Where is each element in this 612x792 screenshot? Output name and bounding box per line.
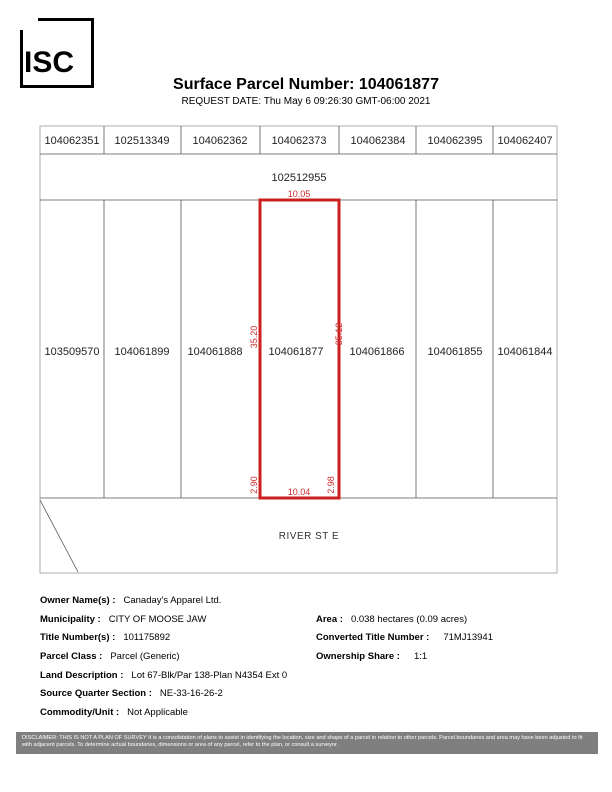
parcel-class-row (40, 651, 180, 662)
source-quarter-label: Source Quarter Section : (40, 688, 152, 699)
parcel-class-label: Parcel Class : (40, 651, 103, 662)
title-number-row (40, 632, 170, 643)
dimension-right: 35.12 (334, 322, 344, 346)
page-title: Surface Parcel Number: 104061877 (173, 76, 439, 93)
source-quarter-row (40, 688, 223, 699)
parcel-label: 104061877 (268, 346, 324, 358)
title-number-label: Title Number(s) : (40, 632, 116, 643)
parcel-label: 104062362 (192, 135, 248, 147)
owner-row (40, 595, 221, 606)
disclaimer: DISCLAIMER: THIS IS NOT A PLAN OF SURVEY It is a consolidation of plans to assist in identifying the location, size and shape of a parcel in relation to other parcels. Parcel boundaries and area may have been adjusted to fit with adjacent parcels. To determine actual boundaries, dimensions or area of any parcel, refer to the plan, or consult a surveyor. (16, 732, 598, 754)
area-label: Area : (316, 614, 343, 625)
commodity-row (40, 707, 188, 718)
street-edge (40, 500, 78, 572)
dimension-left: 35.20 (249, 325, 259, 349)
converted-title-label: Converted Title Number : (316, 632, 430, 643)
parcel-label: 104062395 (427, 135, 483, 147)
dimension-top: 10.05 (287, 189, 311, 199)
parcel-label: 104061888 (187, 346, 243, 358)
parcel-label: 104061866 (349, 346, 405, 358)
area-row (316, 614, 467, 625)
parcel-label: 102513349 (114, 135, 170, 147)
municipality-row (40, 614, 206, 625)
parcel-label: 104062351 (44, 135, 100, 147)
source-quarter-value: NE-33-16-26-2 (159, 688, 223, 699)
municipality-value: CITY OF MOOSE JAW (108, 614, 207, 625)
converted-title-row (316, 632, 493, 643)
request-date: REQUEST DATE: Thu May 6 09:26:30 GMT-06:00 2021 (181, 96, 431, 107)
converted-title-value: 71MJ13941 (443, 632, 493, 643)
commodity-value: Not Applicable (127, 707, 188, 718)
parcel-label: 104062407 (497, 135, 553, 147)
land-description-row (40, 670, 287, 681)
parcel-label: 104061844 (497, 346, 553, 358)
parcel-class-value: Parcel (Generic) (110, 651, 180, 662)
land-description-label: Land Description : (40, 670, 124, 681)
owner-value: Canaday's Apparel Ltd. (123, 595, 222, 606)
parcel-label: 103509570 (44, 346, 100, 358)
owner-label: Owner Name(s) : (40, 595, 116, 606)
title-number-value: 101175892 (123, 632, 171, 643)
municipality-label: Municipality : (40, 614, 101, 625)
street-label: RIVER ST E (278, 531, 340, 542)
parcel-label: 102512955 (271, 172, 327, 184)
parcel-label: 104061855 (427, 346, 483, 358)
parcel-label: 104062373 (271, 135, 327, 147)
land-description-value: Lot 67-Blk/Par 138-Plan N4354 Ext 0 (131, 670, 288, 681)
parcel-label: 104061899 (114, 346, 170, 358)
area-value: 0.038 hectares (0.09 acres) (350, 614, 468, 625)
dimension-bottom: 10.04 (287, 487, 311, 497)
ownership-share-row (316, 651, 427, 662)
commodity-label: Commodity/Unit : (40, 707, 120, 718)
parcel-label: 104062384 (350, 135, 406, 147)
dimension-bottom-left: 2.90 (249, 476, 259, 494)
ownership-share-value: 1:1 (413, 651, 428, 662)
dimension-bottom-right: 2.98 (326, 476, 336, 494)
isc-logo-text: ISC (24, 46, 75, 79)
ownership-share-label: Ownership Share : (316, 651, 400, 662)
